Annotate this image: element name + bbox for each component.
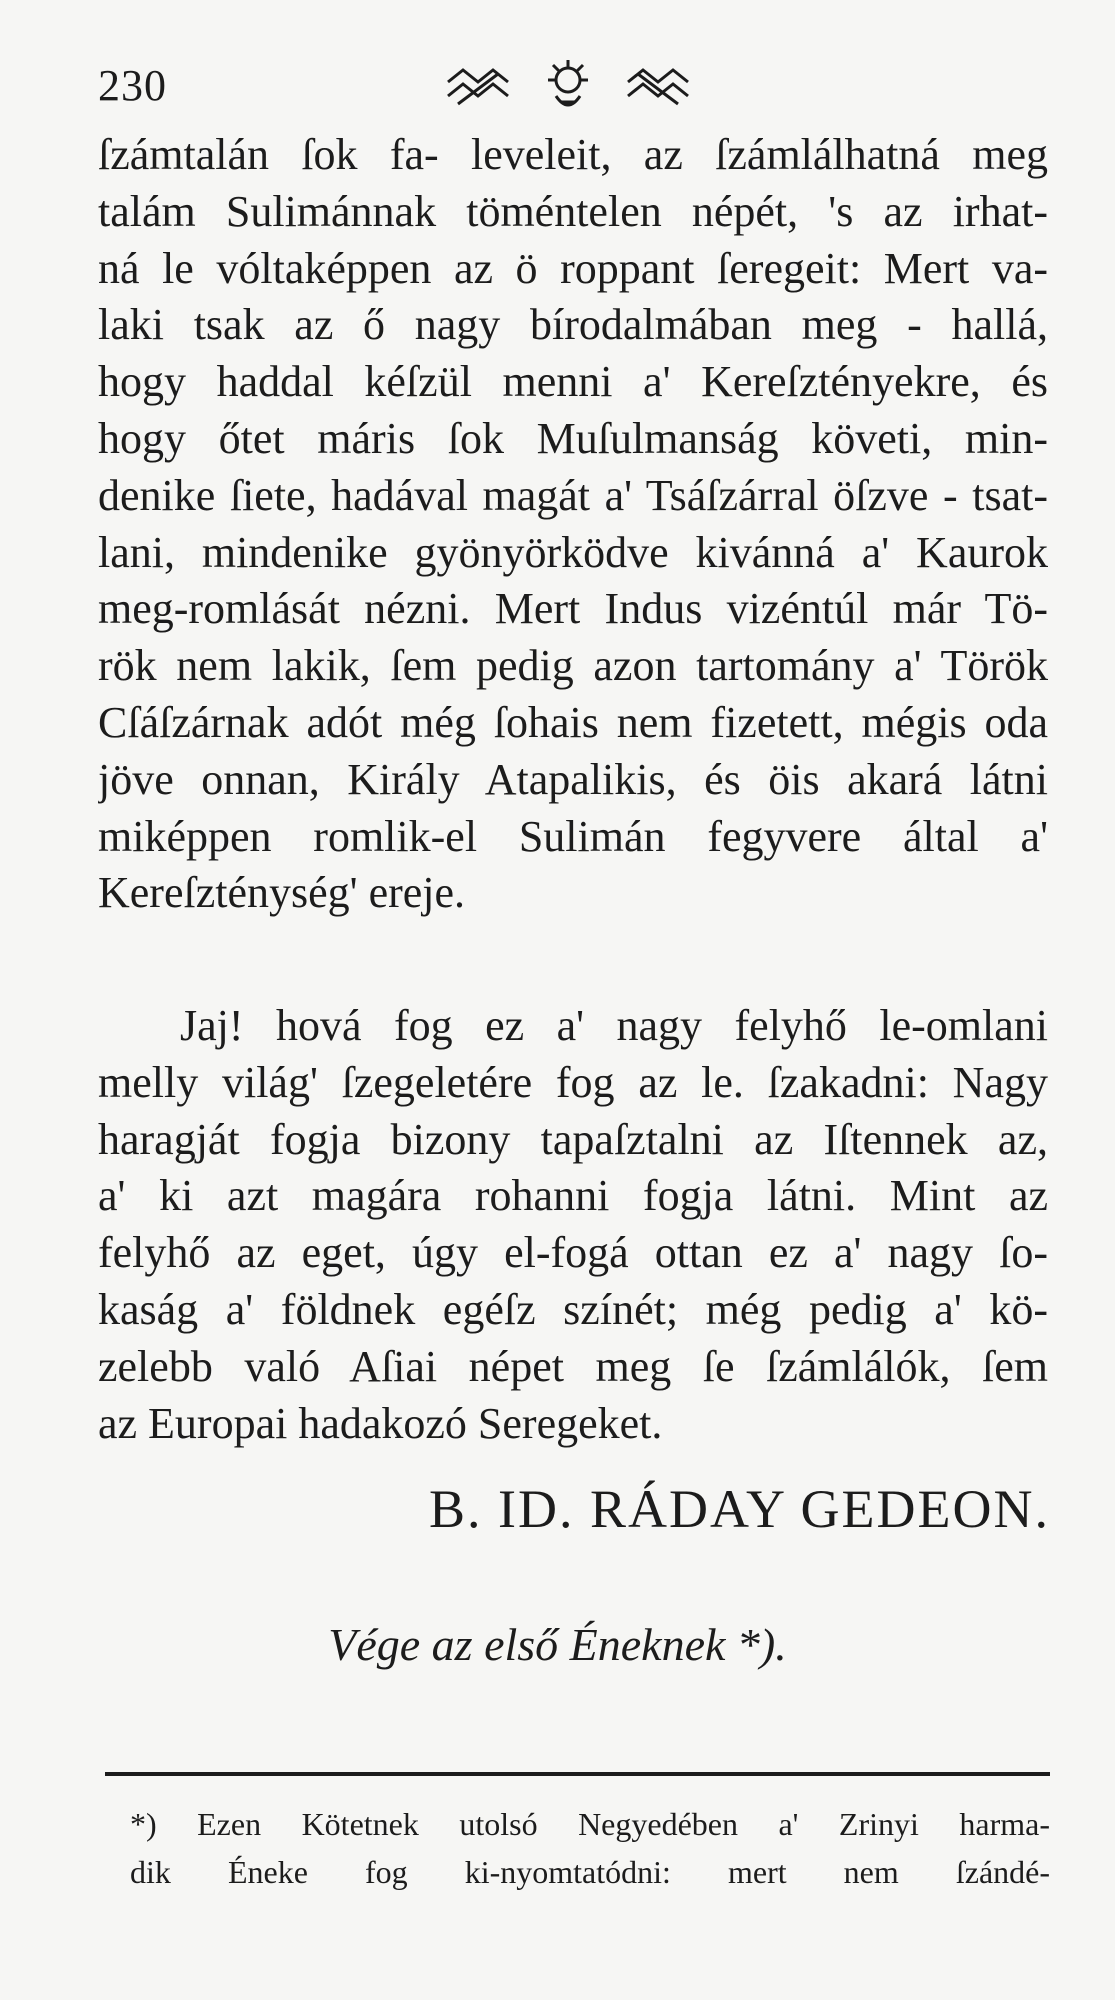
text-line: kaság a' földnek egéſz színét; még pedig a' kö- — [98, 1284, 1048, 1334]
footnote-line: *) Ezen Kötetnek utolsó Negyedében a' Zrinyi harma- — [130, 1806, 1050, 1842]
text-line: denike ſiete, hadával magát a' Tsáſzárral öſzve - tsat- — [98, 470, 1048, 520]
paragraph-1 — [98, 127, 1048, 922]
paragraph-2 — [98, 998, 1048, 1452]
text-line: miképpen romlik-el Sulimán fegyvere által a' — [98, 811, 1048, 861]
text-line: zelebb való Aſiai népet meg ſe ſzámlálók, ſem — [98, 1341, 1048, 1391]
text-line: rök nem lakik, ſem pedig azon tartomány a' Török — [98, 641, 1048, 691]
text-line: ſzámtalán ſok fa- leveleit, az ſzámlálhatná meg — [98, 130, 1048, 179]
text-line: Jaj! hová fog ez a' nagy felyhő le-omlani — [180, 1001, 1048, 1050]
text-line: felyhő az eget, úgy el-fogá ottan ez a' nagy ſo- — [98, 1228, 1048, 1278]
text-line: talám Sulimánnak töméntelen népét, 's az irhat- — [98, 186, 1048, 236]
text-line: jöve onnan, Király Atapalikis, és öis akará látni — [98, 754, 1048, 804]
text-line: laki tsak az ő nagy bírodalmában meg - hallá, — [98, 300, 1048, 350]
text-line: meg-romlását nézni. Mert Indus vizéntúl már Tö- — [98, 584, 1048, 634]
text-line: Cſáſzárnak adót még ſohais nem fizetett, mégis oda — [98, 697, 1048, 747]
footnote-line: dik Éneke fog ki-nyomtatódni: mert nem ſzándé- — [130, 1854, 1050, 1890]
text-line: melly világ' ſzegeletére fog az le. ſzakadni: Nagy — [98, 1057, 1048, 1107]
text-line: az Europai hadakozó Seregeket. — [98, 1398, 663, 1448]
ornament-icon — [428, 52, 708, 122]
author-signature: B. ID. RÁDAY GEDEON. — [428, 1479, 1050, 1539]
text-line: ná le vóltaképpen az ö roppant ſeregeit: Mert va- — [98, 243, 1048, 293]
text-line: a' ki azt magára rohanni fogja látni. Mint az — [98, 1171, 1048, 1221]
text-line: lani, mindenike gyönyörködve kivánná a' Kaurok — [98, 527, 1048, 577]
page-header — [98, 52, 1048, 132]
footnote-divider — [105, 1772, 1050, 1776]
closing-line: Vége az első Éneknek *). — [328, 1619, 787, 1670]
text-line: Kereſzténység' ereje. — [98, 868, 466, 918]
text-line: haragját fogja bizony tapaſztalni az Iſtennek az, — [98, 1114, 1048, 1164]
text-line: hogy őtet máris ſok Muſulmanság követi, min- — [98, 413, 1048, 463]
page-number: 230 — [98, 61, 167, 110]
footnote — [130, 1800, 1050, 1896]
text-line: hogy haddal kéſzül menni a' Kereſztényekre, és — [98, 357, 1048, 407]
